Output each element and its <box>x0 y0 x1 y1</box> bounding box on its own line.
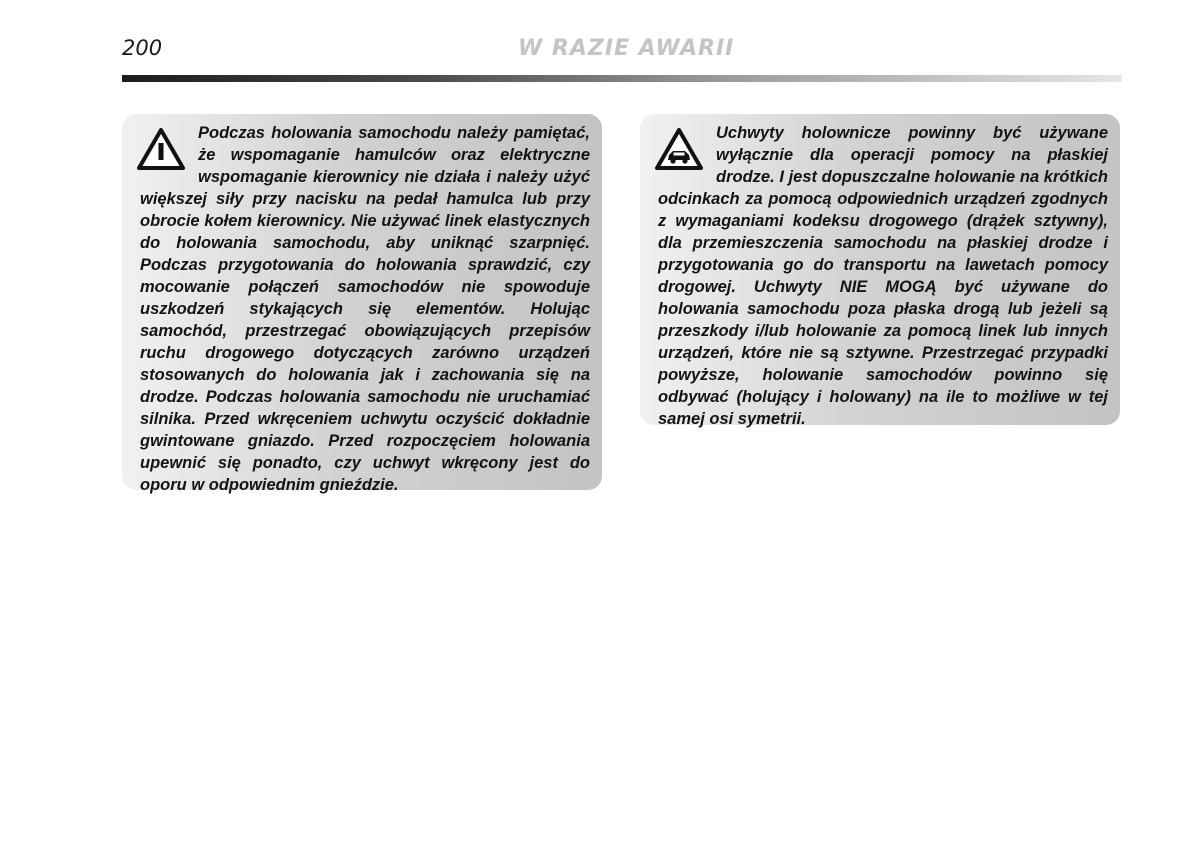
warning-note-text: Podczas holowania samochodu należy pamiętać, że wspomaganie hamulców oraz elektryczne wspomaganie kierownicy nie działa i należy użyć większej siły przy nacisku na pedał hamulca lub przy obrocie kołem kierownicy. Nie używać linek elastycznych do holowania samochodu, aby uniknąć szarpnięć. Podczas przygotowania do holowania sprawdzić, czy mocowanie połączeń samochodów nie spowoduje uszkodzeń stykających się elementów. Holując samochód, przestrzegać obowiązujących przepisów ruchu drogowego dotyczących zarówno urządzeń stosowanych do holowania jak i zachowania się na drodze. Podczas holowania samochodu nie uruchamiać silnika. Przed wkręceniem uchwytu oczyścić dokładnie gwintowane gniazdo. Przed rozpoczęciem holowania upewnić się ponadto, czy uchwyt wkręcony jest do oporu w odpowiednim gnieździe. <box>140 124 590 494</box>
page-number: 200 <box>122 36 163 60</box>
header-divider <box>122 75 1122 82</box>
section-title: W RAZIE AWARII <box>518 36 735 61</box>
warning-note-towing <box>122 114 602 494</box>
warning-note-tow-hooks <box>640 114 1120 428</box>
warning-note-text: Uchwyty holownicze powinny być używane wyłącznie dla operacji pomocy na płaskiej drodze. I jest dopuszczalne holowanie na krótkich odcinkach za pomocą odpowiednich urządzeń zgodnych z wymaganiami kodeksu drogowego (drążek sztywny), dla przemieszczenia samochodu na płaskiej drodze i przygotowania go do transportu na lawetach pomocy drogowej. Uchwyty NIE MOGĄ być używane do holowania samochodu poza płaska drogą lub jeżeli są przeszkody i/lub holowanie za pomocą linek lub innych urządzeń, które nie są sztywne. Przestrzegać przypadki powyższe, holowanie samochodów powinno się odbywać (holujący i holowany) na ile to możliwe w tej samej osi symetrii. <box>658 124 1108 428</box>
